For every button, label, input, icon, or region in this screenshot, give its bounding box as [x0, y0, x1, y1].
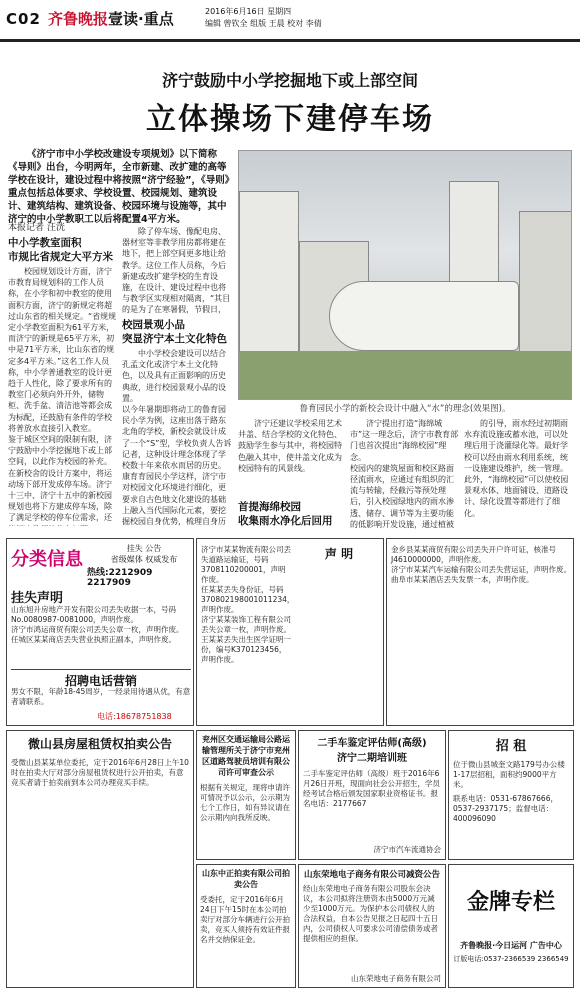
notice-item: 济宁某某装饰工程有限公司丢失公章一枚，声明作废。 — [201, 615, 291, 634]
lost-notice-title: 挂失声明 — [11, 591, 64, 606]
rongdi-notice — [298, 864, 446, 988]
gold-column-phone: 订版电话:0537-2366539 2366549 — [453, 955, 569, 963]
lost-item: 任城区某某商店丢失营业执照正副本，声明作废。 — [11, 635, 176, 644]
classifieds-phone: 热线:2212909 2217909 — [87, 568, 153, 588]
classifieds-middle — [196, 538, 384, 726]
subhead-landscape: 校园景观小品 突显济宁本土文化特色 — [122, 319, 227, 345]
recruit-phone: 电话:18678751838 — [97, 712, 172, 721]
rongdi-title: 山东荣地电子商务有限公司减资公告 — [303, 870, 440, 880]
lost-item: 济宁市鸿运商贸有限公司丢失公章一枚，声明作废。 — [11, 625, 184, 634]
rent-ad — [448, 730, 574, 860]
notice-item: 王某某丢失出生医学证明一份，编号K370123456，声明作废。 — [201, 635, 291, 664]
body-column-2: 除了停车场、像配电房、器材室等非教学用房都将建在地下，把上部空间更多地让给教学。这位工作人员称，今后新建或改扩建学校的生育设施，在设计、建设过程中也将与教学区实现相对隔离，“其目的是为了在寒暑假，节假日， — [122, 227, 231, 314]
car-title: 二手车鉴定评估师(高级) 济宁二期培训班 — [317, 738, 427, 764]
rent-phone: 联系电话：0531-67867666，0537-2937175；监督电话：400096090 — [453, 794, 558, 823]
classifieds-title: 分类信息 — [11, 549, 83, 570]
car-org: 济宁市汽车流通协会 — [373, 845, 441, 854]
classifieds-label: 挂失 公告 省级媒体 权威发布 — [110, 544, 178, 564]
notice-title: 声 明 — [324, 547, 354, 561]
editor-credits: 编辑 曾钦全 组版 王晨 校对 李倩 — [205, 19, 322, 28]
article-lead: 《济宁市中小学校改建设专项规划》以下简称《导则》出台，今明两年，全市新建、改扩建的高等学校在设计，建设过程中将按照“济宁经验”，《导则》重点包括总体要求、学校设置、校园规划、建筑设计、建筑结构、建筑设备、校园环境与设施等，其中济宁的中小学教职工以后将配置4平方米。 — [8, 149, 230, 225]
classifieds-right — [386, 538, 574, 726]
zhongzheng-title: 山东中正拍卖有限公司拍卖公告 — [202, 869, 290, 889]
zhongzheng-auction — [196, 864, 296, 988]
notice-item: 金乡县某某商贸有限公司丢失开户许可证，核准号J4610000000，声明作废。 — [391, 545, 556, 564]
subhead-classroom: 中小学教室面积 市规比省规定大平方米 — [8, 237, 113, 263]
subhead-sponge: 首提海绵校园 收集雨水净化后回用 — [238, 501, 333, 527]
rent-title: 招 租 — [495, 739, 527, 754]
paper-name: 齐鲁晚报 — [48, 10, 109, 28]
body-column-5: 济宁提出打造“海绵城市”这一理念后，济宁市教育部门也首次提出“海绵校园”理念。 校园内的建筑屋面和校区路面径流雨水，应通过有组织的汇流与转输，经截污等预处理后，引入校园绿地内的雨水渗透、储存、调节等为主要功能的低影响开发设施，通过植被 — [350, 419, 459, 529]
zhongzheng-text: 受委托，定于2016年6月24日下午15时在本公司拍卖厅对部分车辆进行公开拍卖，竞买人须持有效证件报名并交纳保证金。 — [200, 895, 290, 944]
gold-column-brand: 金牌专栏 — [466, 889, 555, 915]
recruit-text: 男女不限，年龄18-45周岁，一经录用待遇从优，有意者请联系。 — [11, 687, 191, 706]
rongdi-sign: 山东荣地电子商务有限公司 — [351, 974, 441, 983]
issue-date: 2016年6月16日 星期四 — [205, 7, 292, 16]
body-column-6: 的引导，雨水经过初期雨水弃流设施或蓄水池，可以处理后用于浇灌绿化等。最好学校可以经由雨水利用系统，统一设施建设维护，统一管理。 此外，“海绵校园”可以使校园景观水体、地面铺设、道路设计、绿化设置等都进行了细化。 — [464, 419, 569, 518]
image-caption: 鲁育园民小学的新校会设计中融入“水”的理念(效果图)。 — [299, 404, 511, 414]
training-notice — [196, 730, 296, 860]
rent-text: 位于微山县城奎文路179号办公楼1-17层招租，面积约9000平方米。 — [453, 760, 565, 789]
section-name: 壹读·重点 — [108, 10, 174, 28]
body-column-4: 济宁还建议学校采用艺术井盖、结合学校的文化特色、鼓励学生参与其中，将校园特色融入其中，使井盖文化成为校园特有的风景线。 — [238, 419, 342, 473]
article-byline: 本报记者 汪洸 — [8, 223, 65, 233]
body-column-3: 中小学校会建设可以结合孔孟文化或济宁本土文化特色，以及具有正面影响的历史典故，进行校园景观小品的设置。 以今年暑期即将动工的鲁育园民小学为例，这座出落于路东北角的学校，新校会就设计成了一个“S”型，学校负责人告诉记者，这种设计理念体现了学校数十年来依水而居的历史。 康育育园民小学这样，济宁市对校园文化环境进行细化，更要求自古色地文化建设的基础上融入当代国际化元素，要挖掘校园自身优势，梳理自身历 — [122, 349, 232, 527]
rongdi-text: 经山东荣地电子商务有限公司股东会决议，本公司拟将注册资本由5000万元减少至1000万元。为保护本公司债权人的合法权益，自本公告见报之日起四十五日内，公司债权人可要求公司清偿债务或者提供相应的担保。 — [303, 884, 438, 943]
lost-item: 山东旭升房地产开发有限公司丢失收据一本，号码No.0080987-0081000，声明作废。 — [11, 605, 176, 624]
auction-text: 受微山县某某单位委托，定于2016年6月28日上午10时在拍卖大厅对部分房屋租赁权进行公开拍卖，有意竞买者请于拍卖前到本公司办理竞买手续。 — [11, 758, 189, 787]
recruit-title: 招聘电话营销 — [11, 669, 191, 689]
notice-item: 济宁市某某物流有限公司丢失道路运输证，号码3708110200001，声明作废。 — [201, 545, 291, 584]
page-number: C02 — [6, 10, 41, 28]
article-headline: 立体操场下建停车场 — [146, 102, 434, 137]
notice-item: 曲阜市某某酒店丢失发票一本，声明作废。 — [391, 575, 534, 584]
body-column-1: 校园规划设计方面，济宁市教育局规划科的工作人员称，在小学和初中教室的使用面积方面，济宁的新规定将超过山东省的相关规定。“省规规定小学教室面积为61平方米，而济宁的新规是65平方米，初中是71平方米，比山东省的规定多4平方米。”这名工作人员称，中小学普通教室的设计更趋于人性化，除了要求所有的教室门必须向外开外，储物柜、洗手盆、清洁池等都会成为标配，还鼓励有条件的学校将普放水直接引入教室。 鉴于城区空间的限制有限，济宁鼓励中小学挖掘地下或上部空间，以此作为校园的补充。在新校舍的设计方案中，将运动场下部开发成停车场。济宁十三中、济宁十五中的新校园规划也将下方建成停车场，除了满足学校的停车位需求，还 — [8, 267, 117, 523]
school-rendering-image — [238, 150, 572, 400]
auction-title: 微山县房屋租赁权拍卖公告 — [27, 737, 172, 751]
auction-notice — [6, 730, 194, 988]
car-training-ad — [298, 730, 446, 860]
car-text: 二手车鉴定评估师（高级）班于2016年6月26日开班，现面向社会公开招生，学员经考试合格后颁发国家职业资格证书。报名电话：2177667 — [303, 769, 441, 808]
gold-column-ad — [448, 864, 574, 988]
gold-column-slogan: 齐鲁晚报·今日运河 广告中心 — [460, 941, 562, 950]
classifieds-left — [6, 538, 194, 726]
notice-item: 济宁市某某汽车运输有限公司丢失营运证，声明作废。 — [391, 565, 571, 574]
notice-item: 任某某丢失身份证，号码370802198001011234，声明作废。 — [201, 585, 295, 614]
training-title: 兖州区交通运输局公路运输管理所关于济宁市兖州区道路驾驶员培训有限公司许可审查公示 — [202, 735, 290, 777]
page-header — [0, 0, 580, 42]
article-kicker: 济宁鼓励中小学挖掘地下或上部空间 — [161, 71, 418, 90]
training-text: 根据有关规定，现将申请许可情况予以公示，公示期为七个工作日，如有异议请在公示期内向我所反映。 — [200, 783, 290, 822]
